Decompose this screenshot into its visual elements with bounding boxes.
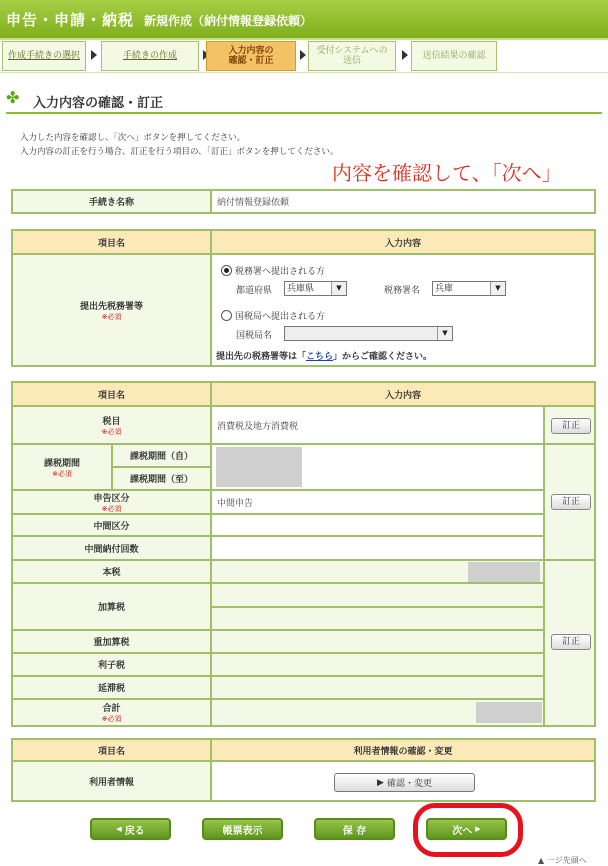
user-info-label: 利用者情報 (12, 761, 211, 801)
column-header: 利用者情報の確認・変更 (211, 739, 595, 761)
required-mark: ※必須 (101, 427, 122, 436)
principal-label: 本税 (12, 560, 211, 583)
bureau-select[interactable] (284, 326, 453, 341)
correct-button-amounts[interactable]: 訂正 (551, 634, 591, 650)
step-arrow-icon (91, 50, 97, 60)
procedure-table (11, 189, 596, 214)
step-label: 確認・訂正 (228, 56, 274, 66)
office-note-suffix: 」からご確認ください。 (333, 352, 433, 362)
redacted-block (476, 702, 542, 723)
total-label: 合計 (102, 704, 121, 714)
play-circle-icon: ▶ (377, 777, 384, 788)
correct-button-tax-item[interactable]: 訂正 (551, 418, 591, 434)
column-header: 項目名 (12, 739, 211, 761)
required-mark: ※必須 (101, 504, 122, 513)
step-label: 送信 (342, 56, 361, 66)
step-label: 受付システムへの (316, 46, 388, 56)
tax-item-value: 消費税及地方消費税 (211, 406, 544, 444)
user-info-table (11, 738, 596, 802)
tax-office-label: 税務署名 (384, 286, 421, 296)
step-label: 入力内容の (228, 46, 274, 56)
form-display-button[interactable]: 帳票表示 (202, 818, 283, 840)
correct-cell (544, 560, 595, 726)
filing-value: 中間申告 (211, 490, 544, 514)
highlight-circle (413, 803, 523, 857)
interim-count-value (211, 536, 544, 560)
heavy-additional-value (211, 630, 544, 653)
redacted-block (468, 562, 540, 582)
column-header: 項目名 (12, 382, 211, 406)
additional-value-cell (211, 607, 544, 630)
period-to-label: 課税期間（至） (112, 467, 211, 490)
office-label-cell (12, 254, 211, 366)
back-arrow-icon: ◀ (116, 825, 122, 833)
step-confirm-correct (206, 41, 296, 71)
office-lookup-link[interactable]: こちら (306, 352, 334, 362)
step-select-procedure[interactable]: 作成手続きの選択 (2, 41, 86, 71)
step-arrow-icon (402, 50, 408, 60)
required-mark: ※必須 (101, 312, 122, 321)
total-label-cell (12, 699, 211, 726)
procedure-value: 納付情報登録依頼 (211, 190, 595, 213)
total-value-cell (211, 699, 544, 726)
office-note-prefix: 提出先の税務署等は「 (216, 352, 307, 362)
correct-cell (544, 444, 595, 560)
period-label: 課税期間 (43, 458, 80, 469)
correct-cell (544, 406, 595, 444)
step-progress-bar (0, 40, 608, 74)
next-button-label: 次へ (452, 825, 473, 837)
additional-value-cell (211, 583, 544, 607)
instruction-line: 入力した内容を確認し、「次へ」ボタンを押してください。 (20, 133, 246, 143)
office-input-cell (211, 254, 595, 366)
procedure-label: 手続き名称 (12, 190, 211, 213)
user-confirm-change-label: 確認・変更 (386, 779, 432, 789)
tax-item-label: 税目 (102, 416, 121, 427)
app-subtitle: 新規作成（納付情報登録依頼） (144, 14, 313, 28)
user-confirm-change-button[interactable] (334, 773, 475, 792)
interim-count-label: 中間納付回数 (12, 536, 211, 560)
heavy-additional-label: 重加算税 (12, 630, 211, 653)
column-header: 入力内容 (211, 230, 595, 254)
bureau-label: 国税局名 (236, 331, 273, 341)
principal-value-cell (211, 560, 544, 583)
office-label: 提出先税務署等 (79, 301, 143, 312)
required-mark: ※必須 (101, 715, 122, 723)
office-table (11, 229, 596, 367)
step-result: 送信結果の確認 (411, 41, 497, 71)
radio-tax-bureau-label: 国税局へ提出される方 (235, 312, 326, 322)
period-value-cell (211, 444, 544, 490)
interest-label: 利子税 (12, 653, 211, 676)
period-from-label: 課税期間（自） (112, 444, 211, 467)
divider (0, 72, 608, 73)
period-label-cell (12, 444, 112, 490)
filing-label: 申告区分 (93, 493, 130, 504)
required-mark: ※必須 (52, 469, 72, 478)
step-send (308, 41, 396, 71)
back-button-label: 戻る (124, 825, 145, 837)
column-header: 項目名 (12, 230, 211, 254)
delinquency-label: 延滞税 (12, 676, 211, 699)
column-header: 入力内容 (211, 382, 595, 406)
prefecture-select[interactable] (284, 281, 347, 296)
back-button[interactable] (90, 818, 171, 840)
section-header (6, 90, 602, 114)
app-title: 申告・申請・納税 (6, 11, 135, 29)
chevron-down-icon: ▼ (437, 327, 452, 340)
chevron-down-icon: ▼ (331, 282, 346, 295)
tax-item-label-cell (12, 406, 211, 444)
step-create-procedure[interactable]: 手続きの作成 (101, 41, 199, 71)
next-arrow-icon: ▶ (475, 825, 481, 833)
annotation-text: 内容を確認して、「次へ」 (332, 161, 562, 185)
clover-icon: ✤ (6, 88, 20, 107)
tax-office-select[interactable] (432, 281, 506, 296)
prefecture-label: 都道府県 (236, 286, 273, 296)
interim-label: 中間区分 (12, 514, 211, 536)
app-header (0, 0, 608, 41)
section-title: 入力内容の確認・訂正 (33, 96, 164, 111)
delinquency-value (211, 676, 544, 699)
radio-tax-office[interactable] (221, 265, 232, 276)
interest-value (211, 653, 544, 676)
radio-tax-bureau[interactable] (221, 310, 232, 321)
instruction-line: 入力内容の訂正を行う場合、訂正を行う項目の、「訂正」ボタンを押してください。 (20, 147, 339, 157)
office-note (216, 349, 432, 362)
filing-label-cell (12, 490, 211, 514)
radio-tax-office-label: 税務署へ提出される方 (235, 267, 326, 277)
additional-label: 加算税 (12, 583, 211, 630)
main-table (11, 381, 596, 727)
page-top-link[interactable]: ▲ 一ジ先頭へ (538, 856, 587, 865)
interim-value (211, 514, 544, 536)
redacted-block (216, 447, 302, 487)
correct-button-period[interactable]: 訂正 (551, 494, 591, 510)
save-button[interactable]: 保 存 (314, 818, 395, 840)
prefecture-value: 兵庫県 (287, 284, 315, 294)
chevron-down-icon: ▼ (490, 282, 505, 295)
step-arrow-icon (300, 50, 306, 60)
tax-office-value: 兵庫 (435, 284, 454, 294)
